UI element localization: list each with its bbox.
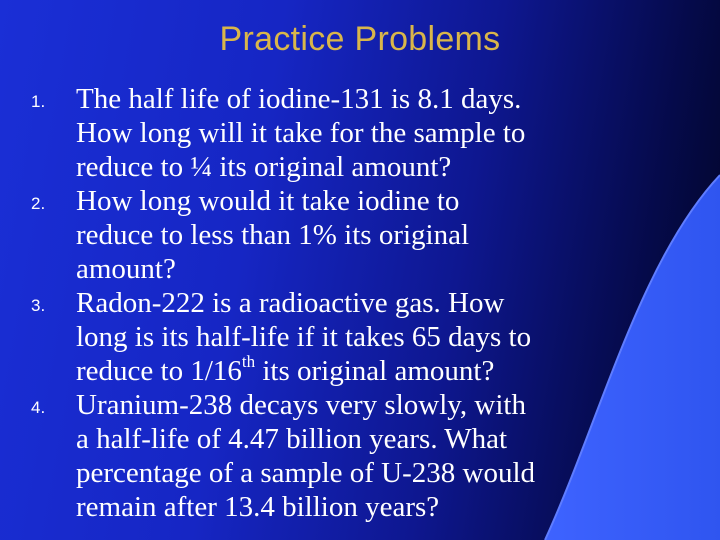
problem-item-3 [0, 286, 720, 388]
ordinal-superscript: th [241, 352, 256, 372]
problem-text-line: a half-life of 4.47 billion years. What [76, 423, 508, 455]
problem-text-line: How long would it take iodine to [76, 185, 460, 217]
problem-number: 3. [31, 296, 46, 315]
problem-list [0, 82, 720, 524]
problem-text-line: amount? [76, 253, 176, 285]
problem-text-line: long is its half-life if it takes 65 days to [76, 321, 532, 353]
problem-text-line: percentage of a sample of U-238 would [76, 457, 536, 489]
problem-text-line: remain after 13.4 billion years? [76, 491, 440, 523]
slide-title: Practice Problems [219, 20, 501, 58]
problem-text-line: reduce to less than 1% its original [76, 219, 470, 251]
problem-text-line: The half life of iodine-131 is 8.1 days. [76, 83, 522, 115]
problem-text-line: Uranium-238 decays very slowly, with [76, 389, 526, 421]
problem-item-1 [0, 82, 720, 184]
problem-text-line: How long will it take for the sample to [76, 117, 526, 149]
problem-number: 1. [31, 92, 46, 111]
problem-number: 4. [31, 398, 46, 417]
problem-number: 2. [31, 194, 46, 213]
problem-item-2 [0, 184, 720, 286]
problem-text-part: its original amount? [255, 355, 495, 387]
problem-text-line [76, 354, 700, 388]
problem-text-line: reduce to ¼ its original amount? [76, 151, 452, 183]
problem-item-4 [0, 388, 720, 524]
problem-text-part: reduce to 1/16 [76, 355, 242, 387]
problem-text-line: Radon-222 is a radioactive gas. How [76, 287, 505, 319]
